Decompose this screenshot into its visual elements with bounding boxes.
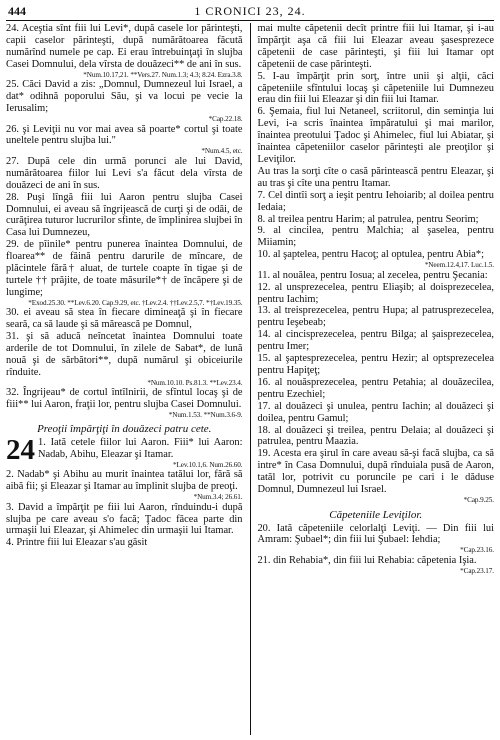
verse-text: 19. Acesta era şirul în care aveau să-şi facă slujba, ca să intre* în Casa Domnului, după rînduiala pusă de Aaron, tatăl lor, potrivit cu poruncile pe cari i le dăduse Domnul, Dumnezeul lui Israel.	[257, 448, 494, 496]
left-column	[6, 23, 247, 735]
text-columns	[6, 23, 494, 735]
cross-reference: *Neem.12.4,17. Luc.1.5.	[424, 261, 494, 270]
page-header	[6, 4, 494, 21]
cross-reference: *Cap.23.17.	[460, 566, 494, 575]
section-title-levites: Căpeteniile Leviţilor.	[329, 508, 423, 521]
verse-text: 6. Şemaia, fiul lui Netaneel, scriitorul, din seminţia lui Levi, i-a scris înaintea împăratului şi mai marilor, înaintea preotului Ţadoc şi Ahimelec, fiul lui Abiatar, şi înaintea căpeteniilor caselor părinteşti ale preoţilor şi Leviţilor.	[257, 106, 494, 165]
cross-reference: *Cap.23.16.	[460, 546, 494, 555]
verse-text: 9. al cincilea, pentru Malchia; al şaselea, pentru Miiamin;	[257, 225, 494, 249]
verse-text: 31. şi să aducă neîncetat înaintea Domnului toate arderile de tot Domnului, în zilele de Sabat*, de lună nouă şi de sărbători**, după numărul şi obiceiurile rînduite.	[6, 331, 243, 378]
chapter-verse-list	[6, 433, 243, 549]
verse-text: 4. Printre fiii lui Eleazar s'au găsit	[6, 537, 148, 549]
verse-text: 20. Iată căpeteniile celorlalţi Leviţi. — Din fiii lui Amram: Şubael*; din fiii lui Şubael: Iehdia;	[257, 522, 494, 546]
section-title: Preoţii împărţiţi în douăzeci patru cete.	[37, 422, 212, 435]
levites-verse-list	[257, 523, 494, 576]
verse-text: 17. al douăzeci şi unulea, pentru Iachin; al douăzeci şi doilea, pentru Gamul;	[257, 400, 494, 424]
verse-text: 24. Aceştia sînt fiii lui Levi*, după casele lor părinteşti, capii caselor părinteşti, după numărătoarea făcută numărînd numele pe cap. Ei erau întrebuinţaţi în slujba Casei Domnului, dela vîrsta de douăzeci** de ani în sus.	[6, 23, 243, 70]
verse-text: 32. Îngrijeau* de cortul întîlnirii, de sfîntul locaş şi de fiii** lui Aaron, fraţii lor, pentru slujba Casei Domnului.	[6, 387, 243, 411]
cross-reference: *Cap.22.18.	[208, 114, 243, 123]
right-verse-list	[257, 23, 494, 505]
chapter-24-start	[6, 433, 243, 549]
verse-text: 5. I-au împărţit prin sorţ, între unii şi alţii, căci căpeteniile sfîntului locaş şi căpeteniile lui Dumnezeu erau din fiii lui Eleazar şi din fiii lui Itamar.	[257, 70, 494, 106]
verse-text: 3. David a împărţit pe fiii lui Aaron, rînduindu-i după slujba pe care aveau s'o facă; Ţadoc făcea parte din urmaşii lui Eleazar, şi Ahimelec din urmaşii lui Itamar.	[6, 501, 243, 537]
verse-text: 25. Căci David a zis: „Domnul, Dumnezeul lui Israel, a dat* odihnă poporului Său, şi va locui pe vecie la Ierusalim;	[6, 79, 243, 115]
cross-reference: *Num.4.5, etc.	[201, 147, 243, 156]
chapter-number: 24	[6, 433, 35, 466]
verse-text: 30. ei aveau să stea în fiecare dimineaţă şi în fiecare seară, ca să laude şi să mărească pe Domnul,	[6, 307, 243, 331]
right-column	[253, 23, 494, 735]
verse-text: 29. de pîinile* pentru punerea înaintea Domnului, de floarea** de făină pentru darurile de mîncare, de plăcintele fără† aluat, de turtele coapte în tigae şi de turtele †† prăjite, de toate măsurile*† de încăpere şi de lungime;	[6, 239, 243, 298]
verse-text: 26. şi Leviţii nu vor mai avea să poarte* cortul şi toate uneltele pentru slujba lui."	[6, 123, 243, 147]
verse-text: 1. Iată cetele fiilor lui Aaron. Fiii* lui Aaron: Nadab, Abihu, Eleazar şi Itamar.	[38, 436, 243, 460]
cross-reference: *Num.3.4; 26.61.	[193, 493, 243, 502]
column-divider	[250, 23, 251, 735]
page-number: 444	[8, 4, 26, 18]
verse-text: 7. Cel dintîi sorţ a ieşit pentru Iehoiarib; al doilea pentru Iedaia;	[257, 189, 494, 213]
running-title: 1 CRONICI 23, 24.	[194, 4, 306, 18]
verse-text: 13. al treisprezecelea, pentru Hupa; al patrusprezecelea, pentru Ieşebeab;	[257, 305, 494, 329]
verse-text: 14. al cincisprezecelea, pentru Bilga; al şaisprezecelea, pentru Imer;	[257, 329, 494, 353]
verse-text: 27. După cele din urmă porunci ale lui David, numărătoarea fiilor lui Levi s'a făcut dela vîrsta de douăzeci de ani în sus.	[6, 155, 243, 191]
verse-text: 12. al unsprezecelea, pentru Eliaşib; al doisprezecelea, pentru Iachim;	[257, 281, 494, 305]
verse-text: 15. al şaptesprezecelea, pentru Hezir; al optsprezecelea pentru Hapiţeţ;	[257, 353, 494, 376]
cross-reference: *Num.10.10. Ps.81.3. **Lev.23.4.	[147, 378, 243, 387]
verse-text: 2. Nadab* şi Abihu au murit înaintea tatălui lor, fără să aibă fii; şi Eleazar şi Itamar au împlinit slujba de preoţi.	[6, 469, 243, 493]
verse-text: 8. al treilea pentru Harim; al patrulea, pentru Seorim;	[257, 213, 479, 225]
cross-reference: *Exod.25.30. **Lev.6.20. Cap.9.29, etc. †Lev.2.4. ††Lev.2.5,7. *†Lev.19.35.	[28, 298, 243, 307]
verse-text: 28. Puşi lîngă fiii lui Aaron pentru slujba Casei Domnului, ei aveau să îngrijească de curţi şi de odăi, de curăţirea tuturor lucrurilor sfinte, de împlinirea slujbei în Casa lui Dumnezeu,	[6, 191, 243, 239]
verse-text: 21. din Rehabia*, din fiii lui Rehabia: căpetenia Işia.	[257, 554, 477, 566]
verse-text: 10. al şaptelea, pentru Hacoţ; al optulea, pentru Abia*;	[257, 249, 484, 261]
left-verse-list	[6, 23, 243, 420]
cross-reference: *Lev.10.1,6. Num.26.60.	[172, 460, 243, 469]
verse-text: 11. al nouălea, pentru Iosua; al zecelea, pentru Şecania:	[257, 269, 488, 281]
verse-text: Au tras la sorţi cîte o casă părintească pentru Eleazar, şi au tras şi cîte una pentru Itamar.	[257, 165, 494, 189]
cross-reference: *Num.1.53. **Num.3.6-9.	[168, 411, 243, 420]
verse-text: 16. al nouăsprezecelea, pentru Petahia; al douăzecilea, pentru Ezechiel;	[257, 376, 494, 400]
cross-reference: *Num.10.17,21. **Vers.27. Num.1.3; 4.3; 8.24. Ezra.3.8.	[83, 70, 243, 79]
verse-text: mai multe căpetenii decît printre fiii lui Itamar, şi i-au împărţit aşa că fiii lui Eleazar aveau şasesprezece căpetenii de case părinteşti, şi fiii lui Itamar opt căpetenii de case părinteşti.	[257, 23, 494, 70]
cross-reference: *Cap.9.25.	[463, 495, 494, 504]
verse-text: 18. al douăzeci şi treilea, pentru Delaia; al douăzeci şi patrulea, pentru Maazia.	[257, 424, 494, 448]
